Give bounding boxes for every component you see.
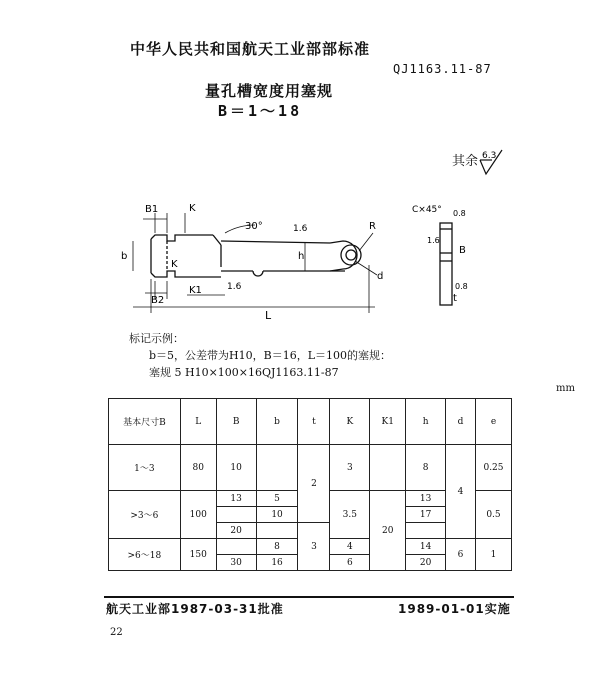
- label-l: L: [265, 309, 272, 322]
- cell-h: 14: [406, 539, 446, 555]
- roughness-label: 其余: [452, 154, 479, 169]
- table-header-row: [109, 399, 512, 445]
- cell-b-small: [256, 445, 298, 491]
- header-cell: K: [330, 399, 370, 445]
- cell-b: 20: [216, 523, 256, 539]
- standard-number: QJ1163.11-87: [393, 62, 492, 76]
- document-title: 量孔槽宽度用塞规: [205, 82, 334, 100]
- cell-h: 13: [406, 491, 446, 507]
- roughness-symbol-icon: [468, 148, 508, 178]
- label-angle: 30°: [245, 221, 263, 232]
- cell-d: 6: [446, 539, 476, 571]
- header-cell: h: [406, 399, 446, 445]
- label-b2: B2: [151, 295, 165, 306]
- gauge-drawing: [115, 195, 515, 325]
- cell-d: 4: [446, 445, 476, 539]
- cell-h: 8: [406, 445, 446, 491]
- cell-l: 80: [180, 445, 216, 491]
- cell-b-small: 5: [256, 491, 298, 507]
- header-cell: 基本尺寸B: [109, 399, 181, 445]
- size-range: B＝1～18: [218, 102, 303, 120]
- cell-b: 13: [216, 491, 256, 507]
- cell-b: 10: [216, 445, 256, 491]
- label-roughness-2: 1.6: [227, 282, 242, 292]
- roughness-value: 6.3: [482, 151, 497, 161]
- footer-rule: [104, 596, 514, 598]
- cell-k1-empty: [370, 445, 406, 491]
- cell-k1: 20: [370, 491, 406, 571]
- cell-t: 2: [298, 445, 330, 523]
- header-cell: B: [216, 399, 256, 445]
- header-cell: b: [256, 399, 298, 445]
- cell-k: 4: [330, 539, 370, 555]
- label-b-side: B: [459, 245, 466, 256]
- label-chamfer: C×45°: [412, 205, 442, 215]
- marking-example: [129, 330, 391, 381]
- cell-b-empty: [216, 507, 256, 523]
- issuing-organization: 中华人民共和国航天工业部部标准: [130, 40, 371, 58]
- cell-b-small: 8: [256, 539, 298, 555]
- cell-k: 3.5: [330, 491, 370, 539]
- label-t: t: [453, 293, 457, 304]
- cell-b: 30: [216, 555, 256, 571]
- header-cell: K1: [370, 399, 406, 445]
- header-cell: d: [446, 399, 476, 445]
- cell-b-small-empty: [256, 523, 298, 539]
- label-d: d: [377, 271, 384, 282]
- cell-e: 0.25: [476, 445, 512, 491]
- cell-h: 17: [406, 507, 446, 523]
- cell-h: 20: [406, 555, 446, 571]
- label-h: h: [298, 251, 305, 262]
- label-k: K: [189, 203, 196, 214]
- label-roughness-3: 0.8: [453, 209, 466, 218]
- cell-b-empty: [216, 539, 256, 555]
- example-heading: 标记示例：: [129, 332, 184, 345]
- cell-l: 150: [180, 539, 216, 571]
- cell-k: 6: [330, 555, 370, 571]
- effective-date: 1989-01-01实施: [398, 602, 511, 616]
- cell-h-empty: [406, 523, 446, 539]
- gauge-front-view: [151, 235, 361, 277]
- gauge-side-view: [440, 223, 452, 305]
- label-r: R: [369, 221, 376, 232]
- label-roughness-5: 0.8: [455, 282, 468, 291]
- label-roughness-4: 1.6: [427, 236, 440, 245]
- label-roughness-1: 1.6: [293, 224, 308, 234]
- table-row: [109, 445, 512, 491]
- unit-label: mm: [556, 383, 575, 394]
- cell-e: 1: [476, 539, 512, 571]
- cell-l: 100: [180, 491, 216, 539]
- example-line-1: b＝5，公差带为H10，B＝16，L＝100的塞规：: [149, 349, 392, 362]
- dimension-table: [108, 398, 512, 571]
- label-k-lower: K: [171, 259, 178, 270]
- cell-k: 3: [330, 445, 370, 491]
- header-cell: t: [298, 399, 330, 445]
- label-b1: B1: [145, 204, 159, 215]
- cell-range: 1～3: [109, 445, 181, 491]
- example-line-2: 塞规 5 H10×100×16QJ1163.11-87: [149, 366, 339, 379]
- approval-date: 航天工业部1987-03-31批准: [106, 602, 284, 616]
- label-b: b: [121, 251, 128, 262]
- cell-range: >6～18: [109, 539, 181, 571]
- header-cell: L: [180, 399, 216, 445]
- cell-t: 3: [298, 523, 330, 571]
- label-k1: K1: [189, 285, 202, 296]
- header-cell: e: [476, 399, 512, 445]
- cell-e: 0.5: [476, 491, 512, 539]
- cell-range: >3～6: [109, 491, 181, 539]
- page-number: 22: [110, 627, 123, 638]
- cell-b-small: 16: [256, 555, 298, 571]
- cell-b-small: 10: [256, 507, 298, 523]
